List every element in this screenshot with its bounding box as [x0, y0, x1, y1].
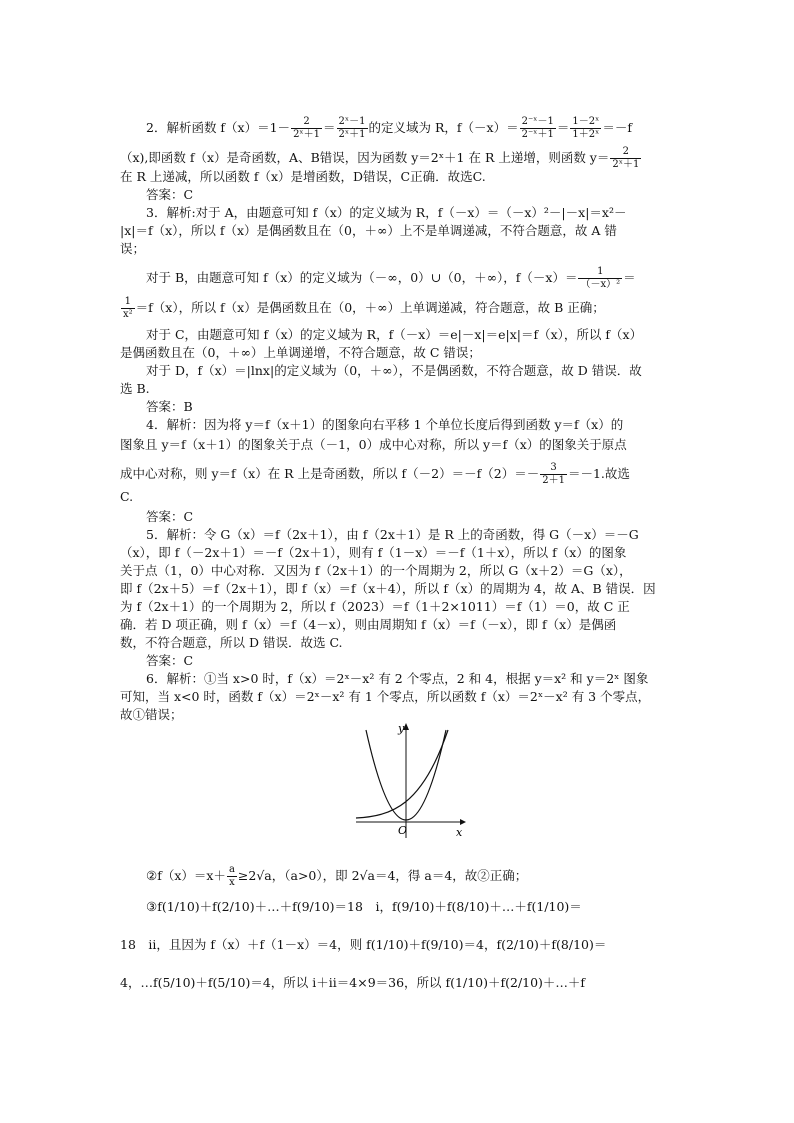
solution-5-line-4: 即 f（2x＋5）＝f（2x＋1），即 f（x）＝f（x＋4），所以 f（x）的周期为 4，故 A、B 错误．因: [120, 581, 656, 596]
solution-3-line-8: 对于 D，f（x）＝|lnx|的定义域为（0，＋∞），不是偶函数，不符合题意，故 D 错误．故: [146, 363, 642, 378]
x-axis-label: x: [456, 826, 463, 839]
solution-3-line-2: |x|＝f（x），所以 f（x）是偶函数且在（0，＋∞）上不是单调递减，不符合题意，故 A 错: [120, 223, 617, 238]
solution-2-line-1: 2．解析函数 f（x）＝1－ $\frac{2}{\text{2ˣ＋1}}$ ＝ $\frac{\text{2ˣ－1}}{\text{2ˣ＋1}}$ 的定义域为 R，f（－x）＝ $\frac{\text{2⁻ˣ－1}}{\text{2⁻ˣ＋1}}$ ＝ $\frac{\text{1－2ˣ}}{\text{1＋2ˣ}}$ ＝－f: [146, 116, 632, 140]
answer-5: 答案：C: [146, 653, 194, 668]
y-axis-label: y: [398, 722, 405, 735]
solution-3-line-6: 对于 C，由题意可知 f（x）的定义域为 R，f（－x）＝e|－x|＝e|x|＝f（x），所以 f（x）: [146, 327, 643, 342]
function-graph: [352, 720, 472, 840]
origin-label: O: [398, 824, 408, 837]
answer-2: 答案：C: [146, 187, 194, 202]
solution-6-line-6: 18 ii，且因为 f（x）＋f（1－x）＝4，则 f(1/10)＋f(9/10)＝4，f(2/10)＋f(8/10)＝: [120, 937, 607, 952]
solution-5-line-1: 5．解析：令 G（x）＝f（2x＋1），由 f（2x＋1）是 R 上的奇函数，得 G（－x）＝－G: [146, 527, 639, 542]
solution-4-line-3: 成中心对称，则 y＝f（x）在 R 上是奇函数，所以 f（－2）＝－f（2）＝－ $\frac{3}{2+1}$ ＝－1.故选: [120, 462, 630, 486]
x-axis-arrow: [460, 819, 466, 825]
solution-6-line-7: 4，…f(5/10)＋f(5/10)＝4，所以 i＋ii＝4×9＝36，所以 f(1/10)＋f(2/10)＋…＋f: [120, 975, 586, 990]
solution-2-line-3: 在 R 上递减，所以函数 f（x）是增函数，D错误，C正确．故选C.: [120, 169, 486, 184]
solution-6-line-2: 可知，当 x<0 时，函数 f（x）＝2ˣ－x² 有 1 个零点，所以函数 f（x）＝2ˣ－x² 有 3 个零点，: [120, 689, 651, 704]
solution-5-line-7: 数，不符合题意，所以 D 错误．故选 C.: [120, 635, 343, 650]
solution-5-line-6: 确．若 D 项正确，则 f（x）＝f（4－x），则由周期知 f（x）＝f（－x），即 f（x）是偶函: [120, 617, 617, 632]
solution-6-line-1: 6．解析：①当 x>0 时，f（x）＝2ˣ－x² 有 2 个零点，2 和 4，根据 y＝x² 和 y＝2ˣ 图象: [146, 671, 649, 686]
solution-3-line-1: 3．解析:对于 A，由题意可知 f（x）的定义域为 R，f（－x）＝（－x）²－|－x|＝x²－: [146, 205, 627, 220]
solution-3-line-9: 选 B.: [120, 381, 150, 396]
solution-4-line-4: C.: [120, 489, 134, 504]
answer-3: 答案：B: [146, 399, 193, 414]
solution-6-line-3: 故①错误；: [120, 707, 183, 722]
solution-5-line-2: （x），即 f（－2x＋1）＝－f（2x＋1），则有 f（1－x）＝－f（1＋x），所以 f（x）的图象: [120, 545, 627, 560]
solution-2-line-2: （x),即函数 f（x）是奇函数，A、B错误，因为函数 y＝2ˣ＋1 在 R 上递增，则函数 y＝ $\frac{2}{\text{2ˣ＋1}}$: [120, 146, 640, 170]
solution-4-line-1: 4．解析：因为将 y＝f（x＋1）的图象向右平移 1 个单位长度后得到函数 y＝f（x）的: [146, 417, 624, 432]
solution-5-line-5: 为 f（2x＋1）的一个周期为 2，所以 f（2023）＝f（1＋2×1011）＝f（1）＝0，故 C 正: [120, 599, 630, 614]
answer-4: 答案：C: [146, 509, 194, 524]
solution-3-line-7: 是偶函数且在（0，＋∞）上单调递增，不符合题意，故 C 错误；: [120, 345, 481, 360]
solution-3-line-4: 对于 B，由题意可知 f（x）的定义域为（－∞，0）∪（0，＋∞），f（－x）＝ $\frac{1}{\text{（－x）²}}$ ＝: [146, 266, 636, 290]
solution-5-line-3: 关于点（1，0）中心对称．又因为 f（2x＋1）的一个周期为 2，所以 G（x＋2）＝G（x），: [120, 563, 632, 578]
solution-3-line-5: $\frac{1}{\text{x²}}$ ＝f（x），所以 f（x）是偶函数且在（0，＋∞）上单调递减，符合题意，故 B 正确；: [123, 296, 605, 320]
solution-4-line-2: 图象且 y＝f（x＋1）的图象关于点（－1，0）成中心对称，所以 y＝f（x）的图象关于原点: [120, 437, 627, 452]
solution-3-line-3: 误；: [120, 241, 146, 256]
solution-6-line-5: ③f(1/10)＋f(2/10)＋…＋f(9/10)＝18 i，f(9/10)＋f(8/10)＋…＋f(1/10)＝: [146, 899, 582, 914]
solution-6-line-4: ②f（x）＝x＋ $\frac{a}{x}$ ≥2√a，（a>0），即 2√a＝4，得 a＝4，故②正确；: [146, 864, 528, 888]
